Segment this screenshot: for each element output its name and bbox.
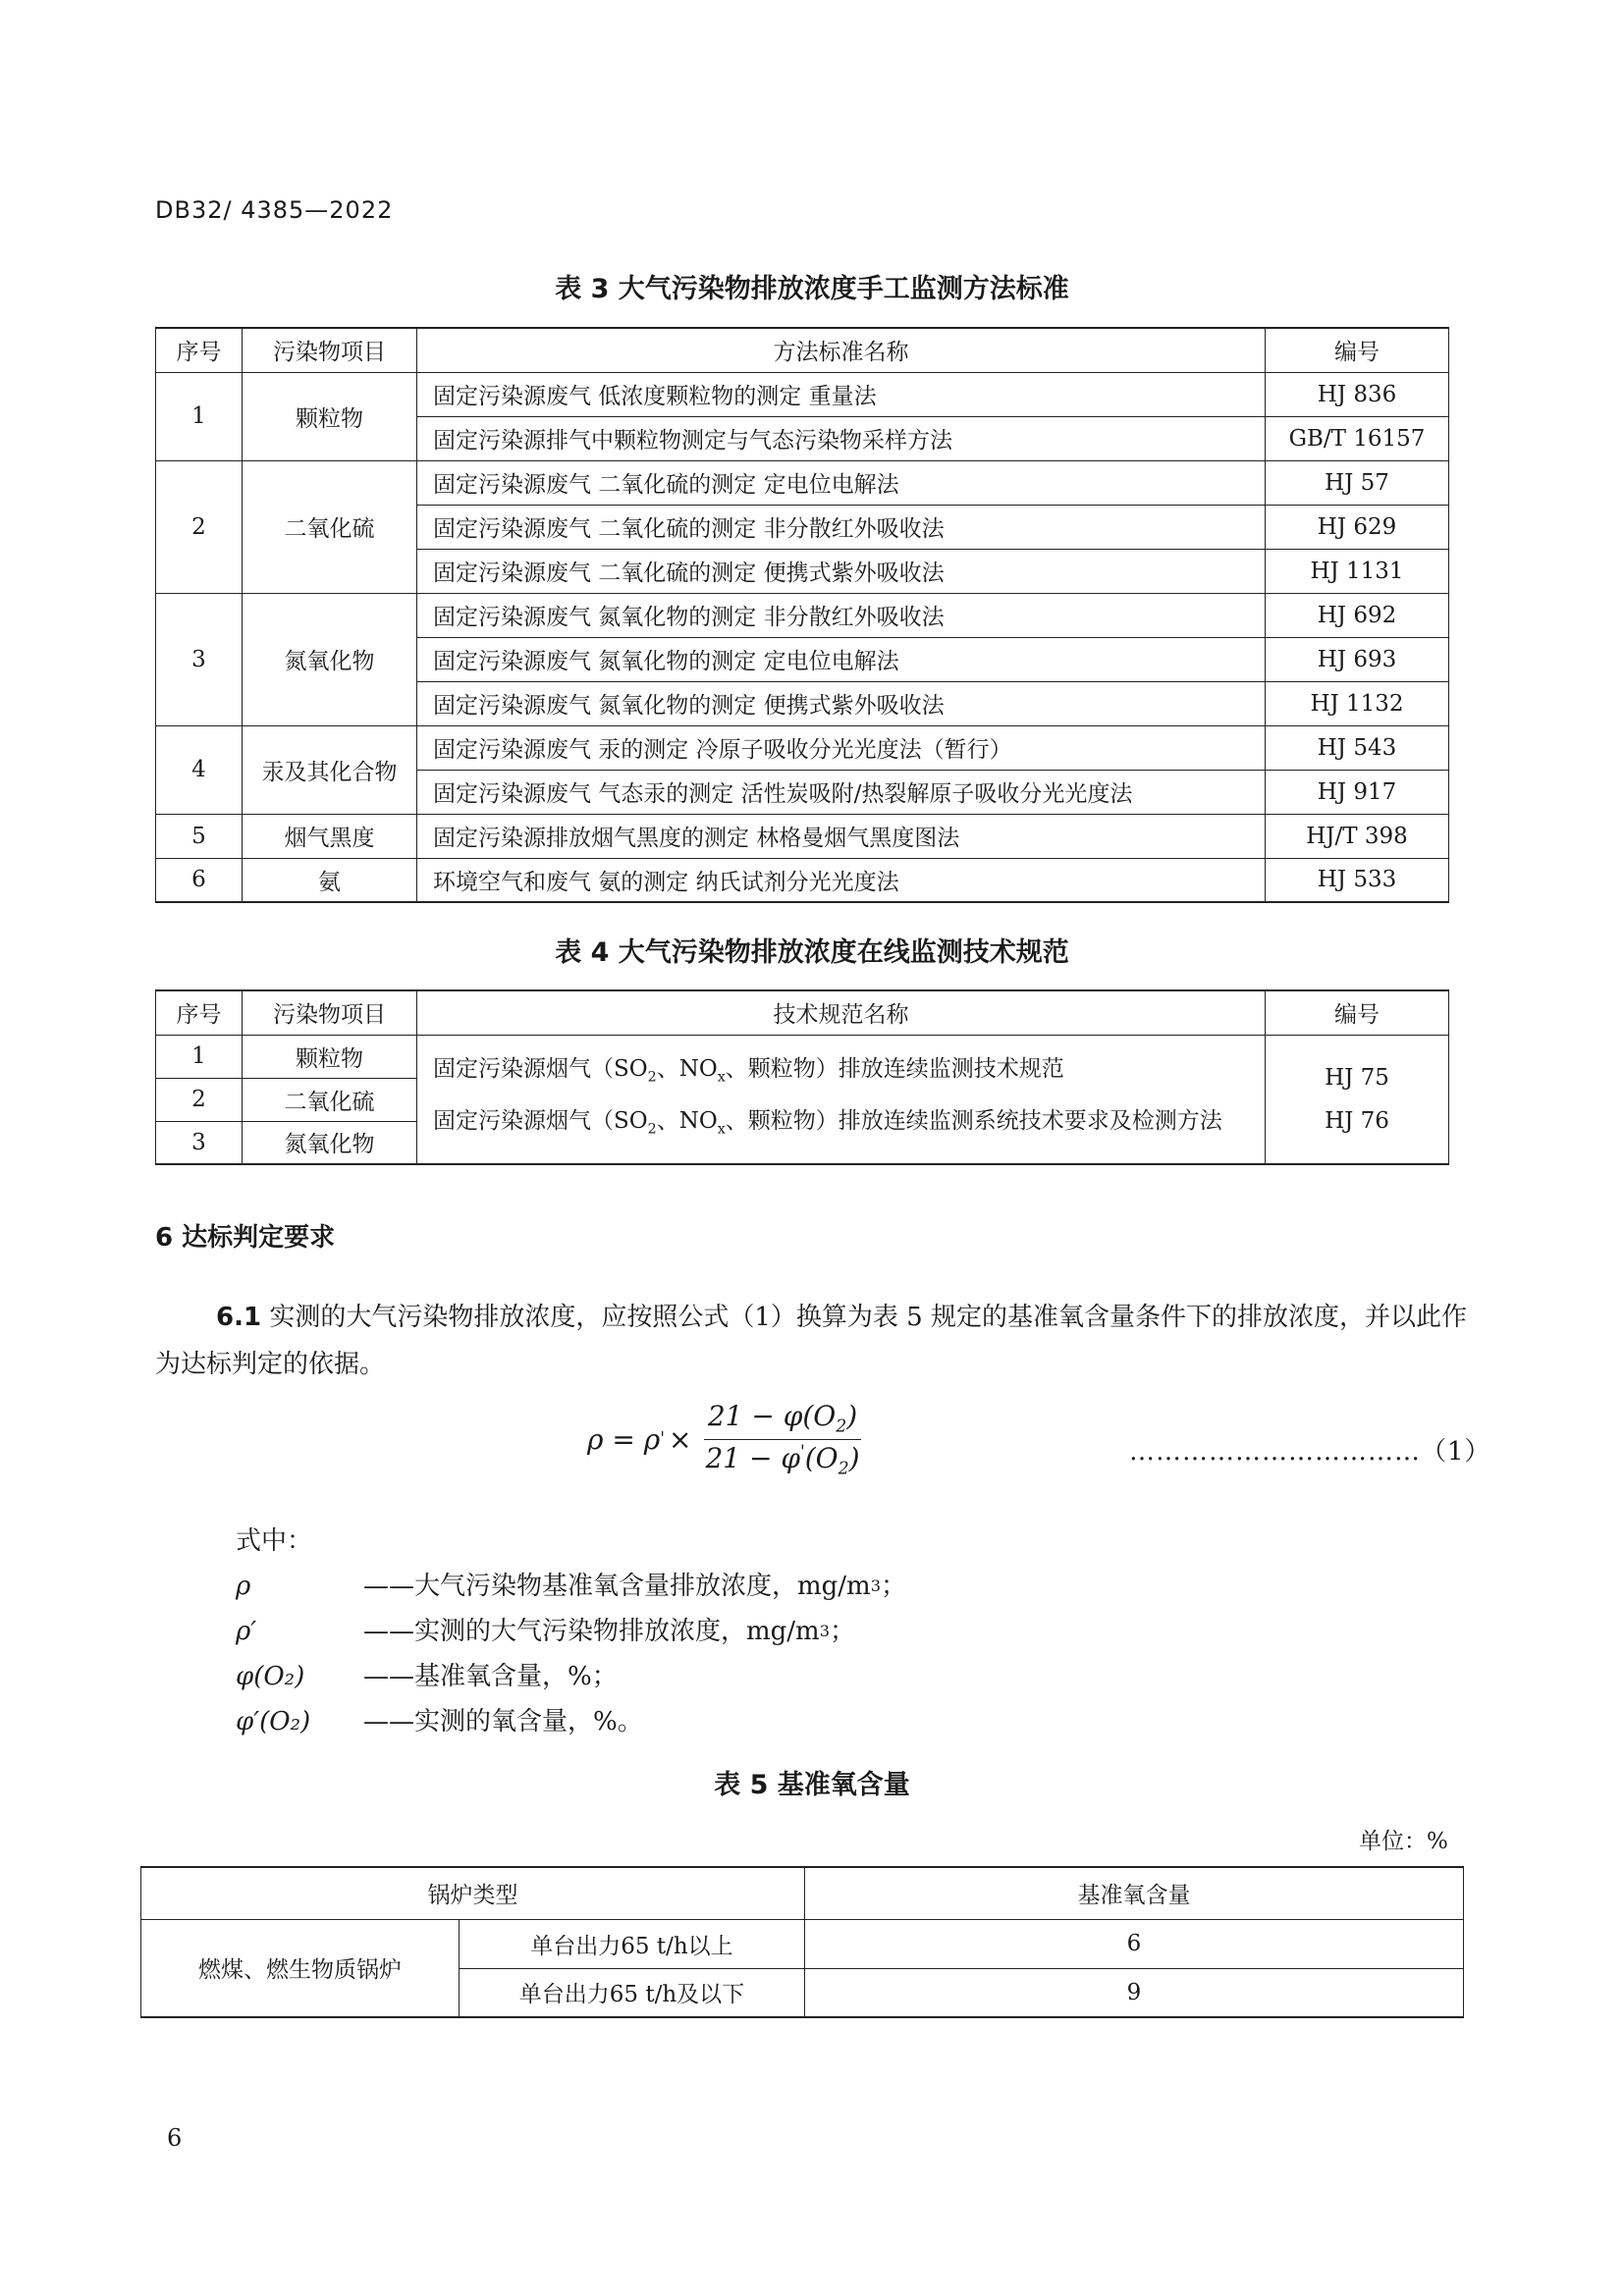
row-item: 二氧化硫	[243, 460, 417, 593]
equation-reference: ……………………………（1）	[1129, 1437, 1491, 1467]
spec-1: 固定污染源烟气（$SO_2$、$NO_x$、颗粒物）排放连续监测技术规范	[433, 1056, 1064, 1086]
row-method: 环境空气和废气 氨的测定 纳氏试剂分光光度法	[417, 858, 1266, 902]
row-method: 固定污染源废气 低浓度颗粒物的测定 重量法	[417, 372, 1266, 416]
row-item: 颗粒物	[243, 1035, 417, 1078]
table5	[140, 1866, 1464, 2018]
legend-list	[236, 1564, 906, 1744]
header-code: 编号	[1266, 328, 1449, 372]
legend-item: φ(O₂) ——基准氧含量，%；	[236, 1662, 618, 1691]
row-seq: 4	[156, 725, 243, 814]
row-method: 固定污染源排气中颗粒物测定与气态污染物采样方法	[417, 416, 1266, 460]
row-code: GB/T 16157	[1266, 416, 1449, 460]
legend-item: ρ ——大气污染物基准氧含量排放浓度，mg/m 3 ；	[236, 1572, 906, 1601]
paragraph-text: 实测的大气污染物排放浓度，应按照公式（1）换算为表 5 规定的基准氧含量条件下的排放浓度，并以此作为达标判定的依据。	[155, 1303, 1467, 1379]
row-code: HJ 1131	[1266, 549, 1449, 593]
header-oxygen: 基准氧含量	[805, 1867, 1464, 1919]
table5-header-row	[141, 1867, 1464, 1919]
formula	[587, 1400, 864, 1478]
row-method: 固定污染源废气 气态汞的测定 活性炭吸附/热裂解原子吸收分光光度法	[417, 770, 1266, 814]
table5-caption: 表 5 基准氧含量	[714, 1770, 910, 1800]
header-boiler-type: 锅炉类型	[141, 1867, 805, 1919]
boiler-condition: 单台出力65 t/h及以下	[460, 1968, 805, 2017]
formula-lhs: ρ = ρ	[587, 1422, 661, 1456]
row-method: 固定污染源排放烟气黑度的测定 林格曼烟气黑度图法	[417, 814, 1266, 858]
section-heading: 6 达标判定要求	[155, 1223, 336, 1253]
header-item: 污染物项目	[243, 328, 417, 372]
table-row	[156, 593, 1449, 637]
header-item: 污染物项目	[243, 990, 417, 1035]
row-seq: 5	[156, 814, 243, 858]
row-code: HJ 533	[1266, 858, 1449, 902]
table5-unit: 单位：%	[1359, 1829, 1448, 1854]
oxygen-value: 6	[805, 1919, 1464, 1968]
paragraph-number: 6.1	[216, 1303, 262, 1332]
page-number: 6	[167, 2124, 183, 2152]
paragraph-6-1	[155, 1294, 1471, 1388]
table4	[155, 989, 1449, 1165]
row-seq: 2	[156, 460, 243, 593]
row-method: 固定污染源废气 汞的测定 冷原子吸收分光光度法（暂行）	[417, 725, 1266, 770]
row-code: HJ 836	[1266, 372, 1449, 416]
formula-fraction	[701, 1400, 863, 1478]
row-seq: 6	[156, 858, 243, 902]
spec-2: 固定污染源烟气（$SO_2$、$NO_x$、颗粒物）排放连续监测系统技术要求及检测方法	[433, 1107, 1222, 1138]
spec-1-code: HJ 75	[1325, 1064, 1389, 1091]
table-row	[141, 1919, 1464, 1968]
row-code: HJ 543	[1266, 725, 1449, 770]
table-row	[156, 1035, 1449, 1078]
table-row	[156, 372, 1449, 416]
spec-2-code: HJ 76	[1325, 1107, 1389, 1134]
legend-item: φ′(O₂) ——实测的氧含量，%。	[236, 1707, 643, 1736]
boiler-condition: 单台出力65 t/h以上	[460, 1919, 805, 1968]
row-seq: 1	[156, 372, 243, 460]
row-code: HJ 917	[1266, 770, 1449, 814]
row-method: 固定污染源废气 二氧化硫的测定 非分散红外吸收法	[417, 505, 1266, 549]
row-item: 氮氧化物	[243, 593, 417, 725]
table3	[155, 327, 1449, 903]
header-seq: 序号	[156, 990, 243, 1035]
row-method: 固定污染源废气 氮氧化物的测定 定电位电解法	[417, 637, 1266, 681]
table4-caption: 表 4 大气污染物排放浓度在线监测技术规范	[555, 937, 1069, 968]
row-seq: 3	[156, 1121, 243, 1164]
header-method: 方法标准名称	[417, 328, 1266, 372]
row-code: HJ/T 398	[1266, 814, 1449, 858]
table-row	[156, 814, 1449, 858]
row-code: HJ 692	[1266, 593, 1449, 637]
legend-item: ρ′ ——实测的大气污染物排放浓度，mg/m 3 ；	[236, 1617, 855, 1646]
row-item: 二氧化硫	[243, 1078, 417, 1121]
row-code: HJ 57	[1266, 460, 1449, 505]
header-code: 编号	[1266, 990, 1449, 1035]
table3-header-row	[156, 328, 1449, 372]
table-row	[156, 858, 1449, 902]
row-seq: 3	[156, 593, 243, 725]
header-spec: 技术规范名称	[417, 990, 1266, 1035]
row-item: 汞及其化合物	[243, 725, 417, 814]
row-seq: 2	[156, 1078, 243, 1121]
row-method: 固定污染源废气 氮氧化物的测定 非分散红外吸收法	[417, 593, 1266, 637]
row-method: 固定污染源废气 氮氧化物的测定 便携式紫外吸收法	[417, 681, 1266, 725]
table3-caption: 表 3 大气污染物排放浓度手工监测方法标准	[555, 274, 1069, 304]
boiler-group: 燃煤、燃生物质锅炉	[141, 1919, 460, 2017]
row-code: HJ 693	[1266, 637, 1449, 681]
formula-times: ×	[668, 1422, 692, 1456]
row-code: HJ 629	[1266, 505, 1449, 549]
row-item: 颗粒物	[243, 372, 417, 460]
table-row	[156, 725, 1449, 770]
spec-codes	[1266, 1035, 1449, 1164]
row-code: HJ 1132	[1266, 681, 1449, 725]
header-seq: 序号	[156, 328, 243, 372]
legend-intro: 式中：	[236, 1526, 313, 1556]
row-item: 烟气黑度	[243, 814, 417, 858]
formula-prime: '	[660, 1429, 665, 1450]
formula-legend	[236, 1519, 312, 1564]
document-id: DB32/ 4385—2022	[155, 196, 394, 224]
oxygen-value: 9	[805, 1968, 1464, 2017]
row-item: 氨	[243, 858, 417, 902]
formula-denominator: $21 - \varphi'(O_2)$	[705, 1441, 860, 1479]
formula-numerator: $21 - \varphi(O_2)$	[704, 1400, 861, 1440]
table-row	[156, 460, 1449, 505]
table4-header-row	[156, 990, 1449, 1035]
row-item: 氮氧化物	[243, 1121, 417, 1164]
spec-names	[417, 1035, 1266, 1164]
row-method: 固定污染源废气 二氧化硫的测定 便携式紫外吸收法	[417, 549, 1266, 593]
row-method: 固定污染源废气 二氧化硫的测定 定电位电解法	[417, 460, 1266, 505]
row-seq: 1	[156, 1035, 243, 1078]
